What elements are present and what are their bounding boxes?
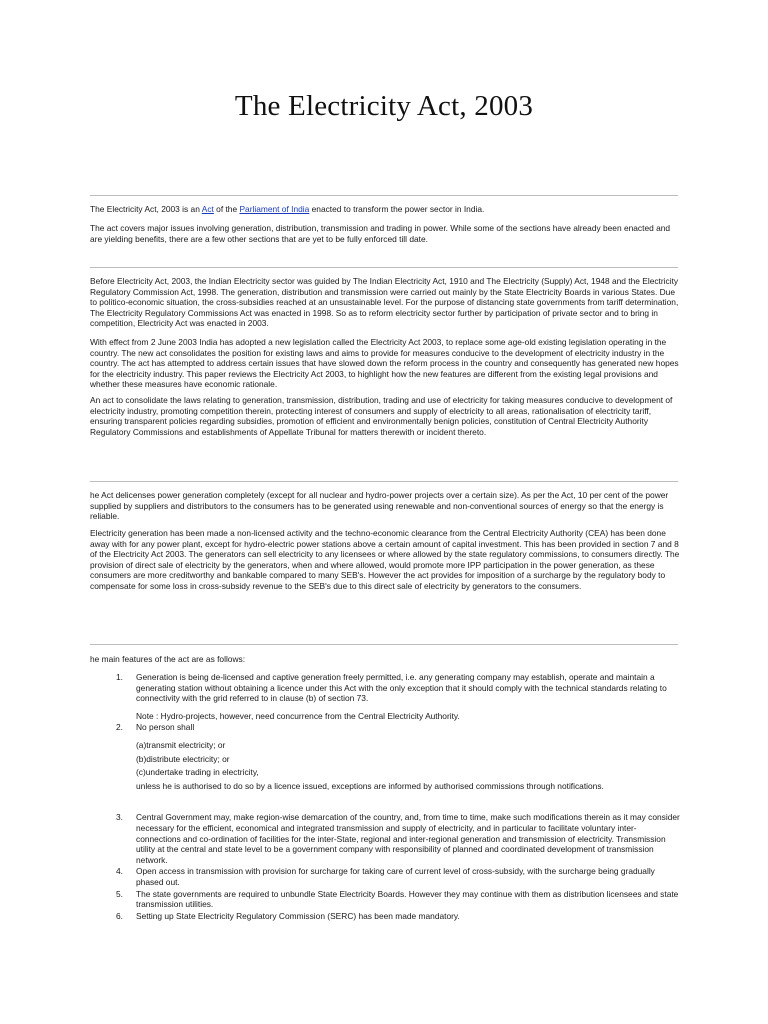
sub-item-a: (a)transmit electricity; or	[136, 739, 226, 750]
act-link[interactable]: Act	[201, 204, 214, 214]
divider	[90, 644, 678, 645]
divider	[90, 267, 678, 268]
list-item	[90, 672, 680, 704]
intro-paragraph-2: The act covers major issues involving generation, distribution, transmission and trading in power. While some of the sections have already been enacted and are yielding benefits, there are a few other sections that are yet to be fully enforced till date.	[90, 223, 671, 244]
intro-text-mid: of the	[213, 204, 240, 214]
list-item-text: Setting up State Electricity Regulatory Commission (SERC) has been made mandatory.	[136, 910, 460, 921]
delicense-paragraph-2: Electricity generation has been made a non-licensed activity and the techno-economic clearance from the Central Electricity Authority (CEA) has been done away with for any power plant, except for hydro-electric power stations above a certain amount of capital investment. This has been provided in section 7 and 8 of the Electricity Act 2003. The generators can sell electricity to any licensees or where allowed by the state regulatory commissions, to consumers directly. The provision of direct sale of electricity by the generators, when and where allowed, would promote more IPP participation in the power generation, as these consumers are more creditworthy and bankable compared to many SEB's. However the act provides for imposition of a surcharge by the regulatory body to compensate for some loss in cross-subsidy revenue to the SEB's due to this direct sale of electricity by generators to the consumers.	[90, 528, 680, 591]
background-paragraph-1: Before Electricity Act, 2003, the Indian Electricity sector was guided by The Indian Electricity Act, 1910 and The Electricity (Supply) Act, 1948 and the Electricity Regulatory Commission Act, 1998. The generation, distribution and transmission were carried out mainly by the State Electricity Boards in various States. Due to politico-economic situation, the cross-subsidies reached at an unsustainable level. For the purpose of distancing state governments from tariff determination, The Electricity Regulatory Commissions Act was enacted in 1998. So as to reform electricity sector further by participation of private sector and to bring in competition, Electricity Act was enacted in 2003.	[90, 276, 679, 329]
divider	[90, 195, 678, 196]
intro-text-post: enacted to transform the power sector in India.	[309, 204, 485, 214]
features-intro: he main features of the act are as follows:	[90, 654, 246, 664]
list-item	[90, 911, 680, 922]
intro-text-pre: The Electricity Act, 2003 is an	[90, 204, 202, 214]
list-number: 4.	[116, 866, 123, 877]
delicense-paragraph-1: he Act delicenses power generation completely (except for all nuclear and hydro-power projects over a certain size). As per the Act, 10 per cent of the power supplied by suppliers and distributors to the consumers has to be generated using renewable and non-conventional sources of energy so that the energy is reliable.	[90, 490, 669, 522]
list-number: 2.	[116, 722, 123, 733]
page-title: The Electricity Act, 2003	[234, 90, 534, 122]
features-list	[90, 672, 680, 921]
list-item-text: Open access in transmission with provision for surcharge for taking care of current level of cross-subsidy, with the surcharge being gradually phased out.	[136, 866, 655, 887]
list-item	[90, 722, 680, 733]
list-number: 1.	[116, 672, 123, 682]
intro-paragraph	[90, 204, 680, 215]
list-item-text: Central Government may, make region-wise demarcation of the country, and, from time to time, make such modifications therein as it may consider necessary for the efficient, economical and integrated transmission and supply of electricity, and in particular to facilitate voluntary inter-connections and co-ordination of facilities for the inter-State, regional and inter-regional generation and transmission of electricity. Transmission utility at the central and state level to be a government company with responsibility of planned and coordinated development of transmission network.	[136, 812, 680, 865]
unless-text: unless he is authorised to do so by a licence issued, exceptions are informed by authorised commissions through notifications.	[136, 780, 604, 791]
list-number: 6.	[116, 910, 123, 921]
list-item-text: The state governments are required to unbundle State Electricity Boards. However they may continue with them as distribution licensees and state transmission utilities.	[136, 888, 679, 910]
note-text: Note : Hydro-projects, however, need concurrence from the Central Electricity Authority.	[136, 710, 460, 721]
parliament-of-india-link[interactable]: Parliament of India	[239, 204, 310, 214]
list-number: 5.	[116, 888, 123, 899]
divider	[90, 481, 678, 482]
background-paragraph-3: An act to consolidate the laws relating to generation, transmission, distribution, trading and use of electricity for taking measures conducive to development of electricity industry, promoting competition therein, protecting interest of consumers and supply of electricity to all areas, rationalisation of electricity tariff, ensuring transparent policies regarding subsidies, promotion of efficient and environmentally benign policies, constitution of Central Electricity Authority Regulatory Commissions and establishments of Appellate Tribunal for matters therewith or incident thereto.	[90, 395, 673, 437]
sub-item-c: (c)undertake trading in electricity,	[136, 767, 259, 778]
sub-item-b: (b)distribute electricity; or	[136, 753, 230, 764]
list-item-text: No person shall	[136, 722, 195, 733]
list-item	[90, 889, 680, 910]
list-item	[90, 866, 680, 887]
background-paragraph-2: With effect from 2 June 2003 India has adopted a new legislation called the Electricity Act 2003, to replace some age-old existing legislation operating in the country. The new act consolidates the position for existing laws and aims to provide for measures conducive to the development of electricity industry in the country. The act has attempted to address certain issues that have slowed down the reform process in the country and consequently has generated new hopes for the electricity industry. This paper reviews the Electricity Act 2003, to highlight how the new features are different from the existing legal provisions and whether these measures have economic rationale.	[90, 337, 679, 390]
list-item-text: Generation is being de-licensed and captive generation freely permitted, i.e. any generating company may establish, operate and maintain a generating station without obtaining a licence under this Act with the only exception that it should comply with the technical standards relating to connectivity with the grid referred to in clause (b) of section 73.	[136, 672, 667, 704]
list-item	[90, 812, 680, 865]
list-number: 3.	[116, 812, 123, 823]
